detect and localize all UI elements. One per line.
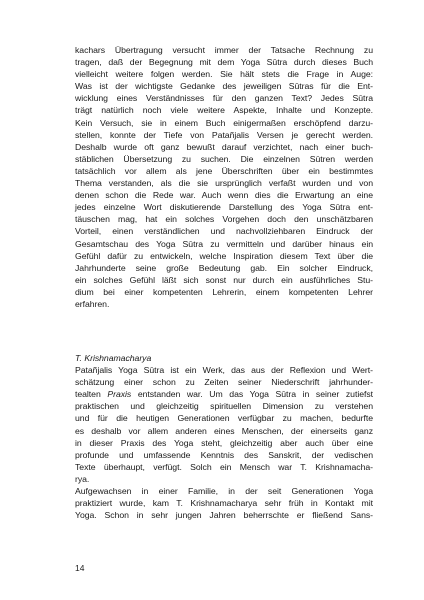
paragraph-translation-approach: [75, 44, 373, 310]
text-line: tragen, daß der Begegnung mit dem Yoga Sūtra durch dieses Buch: [75, 57, 373, 68]
text-line: jedes einzelne Wort diskutierende Darstellung des Yoga Sūtra ent-: [75, 202, 373, 213]
text-line: in dieser Praxis des Yoga steht, gleichzeitig aber auch über eine: [75, 437, 373, 448]
text-line: Gesamtschau des Yoga Sūtra zu vermitteln und darüber hinaus ein: [75, 238, 373, 249]
text-line: Was ist der wichtigste Gedanke des jeweiligen Sūtras für die Ent-: [75, 81, 373, 92]
text-line: wicklung eines Verständnisses für den ganzen Text? Jedes Sūtra: [75, 93, 373, 104]
text-line: Texte überhaupt, verfügt. Solch ein Mensch war T. Krishnamacha-: [75, 461, 373, 472]
text-line: stellen, konnte der Tiefe von Patañjalis Versen je gerecht werden.: [75, 129, 373, 140]
text-line: schätzung einer schon zu Zeiten seiner Niederschrift jahrhunder-: [75, 377, 373, 388]
text-line: Thema verstanden, als die sie ursprünglich verfaßt wurden und von: [75, 178, 373, 189]
section-heading: T. Krishnamacharya: [75, 353, 152, 363]
text-line: kachars Übertragung versucht immer der Tatsache Rechnung zu: [75, 45, 373, 55]
emphasis-praxis: Praxis: [107, 389, 132, 400]
text-run: entstanden war. Um das Yoga Sūtra in seiner zutiefst: [131, 389, 373, 400]
text-line: Deshalb wurde oft ganz bewußt darauf verzichtet, nach einer buch-: [75, 141, 373, 152]
text-run: tealten: [75, 389, 108, 400]
text-line: [75, 388, 373, 400]
text-line: es deshalb vor allem anderen eines Menschen, der einerseits ganz: [75, 425, 373, 436]
text-line: Jahrhunderte seine große Bedeutung gab. Ein solcher Eindruck,: [75, 262, 373, 273]
text-line: vielleicht weitere folgen werden. Sie hält stets die Frage in Auge:: [75, 69, 373, 80]
text-line: Gefühl dafür zu entwickeln, welche Inspiration diesem Text über die: [75, 250, 373, 261]
text-line: Yoga. Schon in sehr jungen Jahren beherrschte er fließend Sans-: [75, 510, 373, 521]
text-line: rya.: [75, 473, 90, 484]
text-line: Aufgewachsen in einer Familie, in der seit Generationen Yoga: [75, 486, 373, 497]
section-krishnamacharya: [75, 352, 373, 521]
text-line: täuschen mag, hat ein solches Vorgehen doch den unschätzbaren: [75, 214, 373, 225]
text-line: denen schon die Rede war. Auch wenn dies die Erwartung an eine: [75, 190, 373, 201]
text-line: stäblichen Übersetzung zu suchen. Die einzelnen Sūtren werden: [75, 153, 373, 164]
text-line: dium bei einer kompetenten Lehrerin, einem kompetenten Lehrer: [75, 286, 373, 297]
text-line: profunde und umfassende Kenntnis des Sanskrit, der vedischen: [75, 449, 373, 460]
text-line: ein solches Gefühl läßt sich sonst nur durch ein ausführliches Stu-: [75, 274, 373, 285]
text-line: Vorteil, einen verständlichen und nachvollziehbaren Eindruck der: [75, 226, 373, 237]
text-line: praktischen und gleichzeitig spirituellen Dimension zu verstehen: [75, 401, 373, 412]
text-line: tatsächlich vor allem als jene Überschriften über ein bestimmtes: [75, 165, 373, 176]
text-line: und für die heutigen Generationen verfügbar zu machen, bedurfte: [75, 413, 373, 424]
text-line: Kein Versuch, sie in einem Buch einigermaßen erschöpfend darzu-: [75, 117, 373, 128]
text-line: praktiziert wurde, kam T. Krishnamacharya sehr früh in Kontakt mit: [75, 498, 373, 509]
page-number: 14: [75, 563, 85, 573]
text-line: trägt natürlich noch viele weitere Aspekte, Inhalte und Konzepte.: [75, 105, 373, 116]
text-line: Patañjalis Yoga Sūtra ist ein Werk, das aus der Reflexion und Wert-: [75, 365, 373, 376]
text-line: erfahren.: [75, 298, 110, 309]
